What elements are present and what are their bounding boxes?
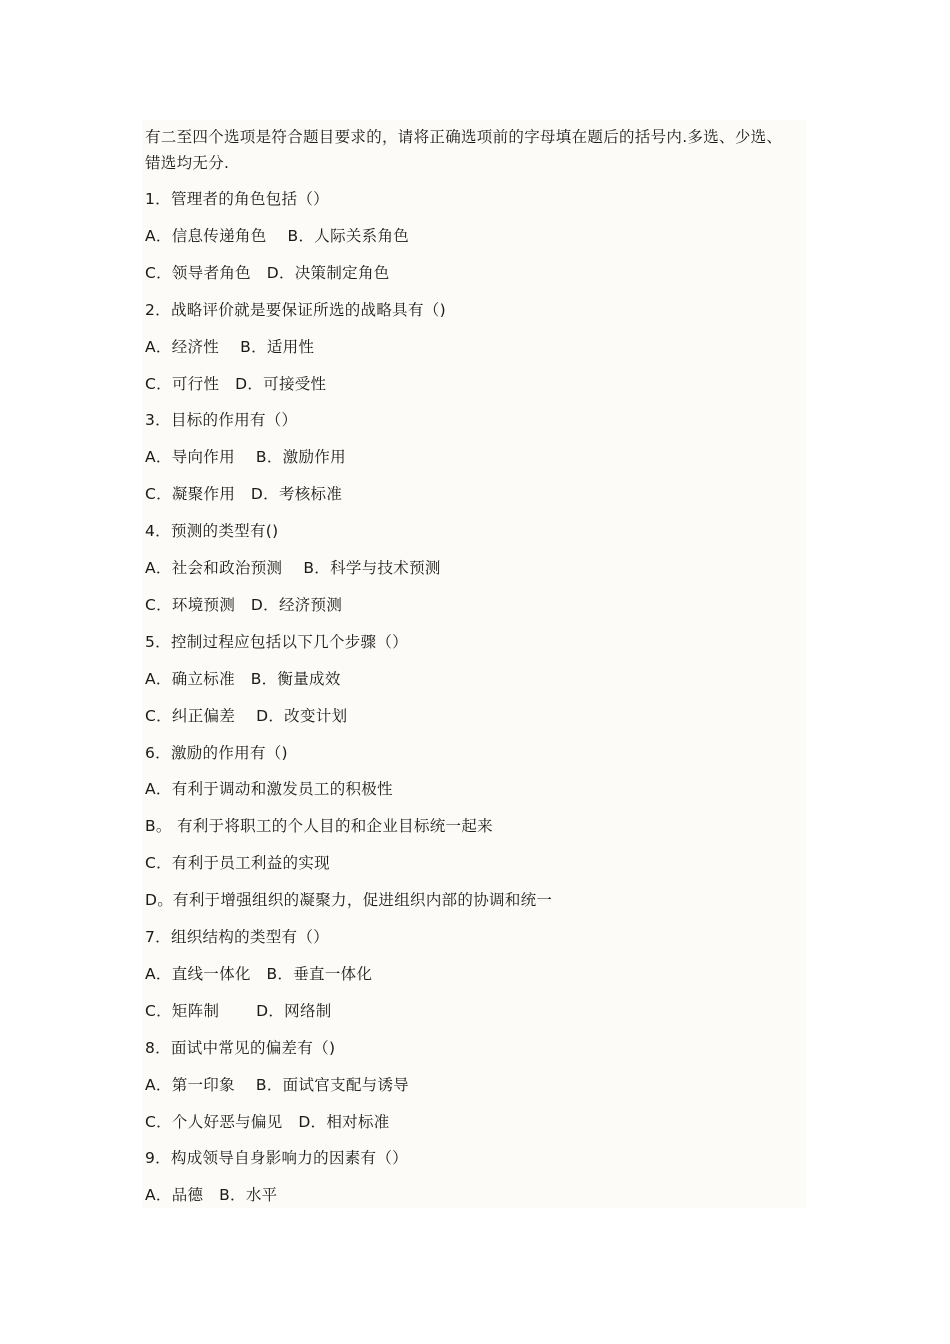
- option-line: D。有利于增强组织的凝聚力，促进组织内部的协调和统一: [145, 891, 553, 910]
- option-line: A．第一印象 B．面试官支配与诱导: [145, 1075, 410, 1094]
- question-stem: 9．构成领导自身影响力的因素有（）: [145, 1149, 408, 1168]
- question-stem: 2．战略评价就是要保证所选的战略具有（): [145, 300, 446, 319]
- option-line: A．导向作用 B．激励作用: [145, 448, 346, 467]
- question-stem: 5．控制过程应包括以下几个步骤（）: [145, 632, 408, 651]
- option-line: C．凝聚作用 D．考核标准: [145, 485, 343, 504]
- option-line: C．矩阵制 D．网络制: [145, 1001, 332, 1020]
- option-line: C．环境预测 D．经济预测: [145, 595, 343, 614]
- option-line: A．确立标准 B．衡量成效: [145, 669, 341, 688]
- option-line: C．领导者角色 D．决策制定角色: [145, 263, 390, 282]
- option-line: C．可行性 D．可接受性: [145, 374, 327, 393]
- question-stem: 4．预测的类型有(): [145, 522, 279, 541]
- question-stem: 7．组织结构的类型有（）: [145, 928, 329, 946]
- option-line: A．经济性 B．适用性: [145, 337, 315, 356]
- instruction-line-1: 有二至四个选项是符合题目要求的，请将正确选项前的字母填在题后的括号内.多选、少选、: [145, 128, 783, 146]
- instruction-line-2: 错选均无分.: [145, 154, 230, 172]
- option-line: A．信息传递角色 B．人际关系角色: [145, 226, 410, 245]
- option-line: A．直线一体化 B．垂直一体化: [145, 964, 373, 983]
- option-line: A．有利于调动和激发员工的积极性: [145, 780, 393, 799]
- option-line: B。 有利于将职工的个人目的和企业目标统一起来: [145, 817, 493, 836]
- question-stem: 8．面试中常见的偏差有（): [145, 1038, 336, 1057]
- option-line: C．有利于员工利益的实现: [145, 854, 330, 873]
- option-line: A．社会和政治预测 B．科学与技术预测: [145, 559, 441, 577]
- option-line: C．纠正偏差 D．改变计划: [145, 706, 348, 725]
- question-stem: 1．管理者的角色包括（）: [145, 190, 329, 208]
- question-stem: 3．目标的作用有（）: [145, 411, 298, 430]
- question-stem: 6．激励的作用有（): [145, 743, 288, 762]
- option-line: A．品德 B．水平: [145, 1186, 278, 1205]
- option-line: C．个人好恶与偏见 D．相对标准: [145, 1112, 390, 1131]
